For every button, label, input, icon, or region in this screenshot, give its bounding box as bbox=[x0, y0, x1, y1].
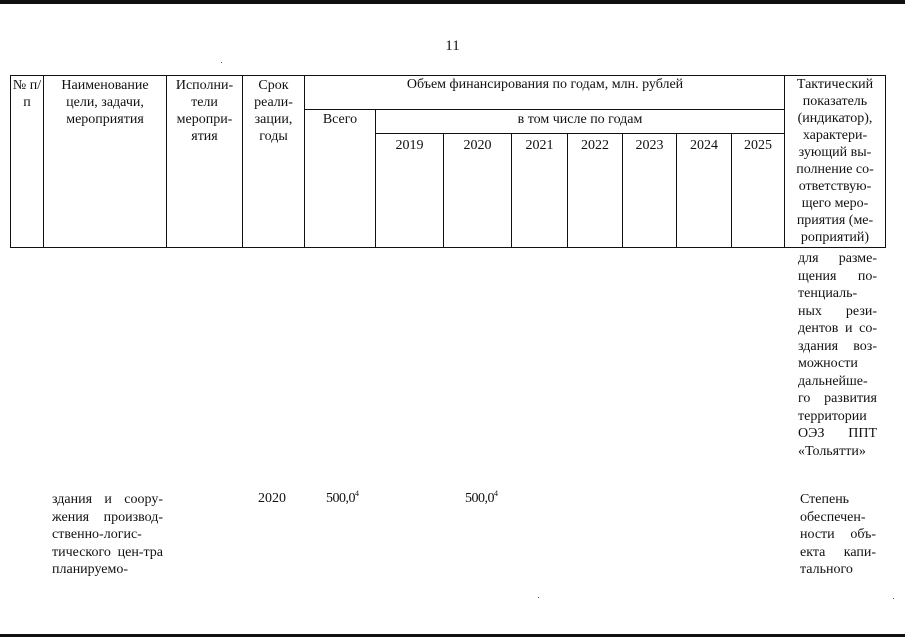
scan-speck bbox=[893, 598, 894, 599]
table-header bbox=[10, 75, 886, 248]
header-term: Срок реали-зации, годы bbox=[254, 78, 293, 144]
header-year-2025: 2025 bbox=[744, 138, 772, 153]
header-year-2020: 2020 bbox=[463, 138, 492, 153]
header-executors: Исполни-тели меропри-ятия bbox=[175, 78, 234, 144]
header-funding: Объем финансирования по годам, млн. рублей bbox=[406, 77, 684, 92]
header-year-2022: 2022 bbox=[581, 138, 609, 153]
header-indicator: Тактический показатель (индикатор), характери-зующий вы-полнение со-ответствую-щего меро-приятия (ме-роприятий) bbox=[796, 77, 874, 245]
header-year-2019: 2019 bbox=[395, 138, 424, 153]
header-year-2021: 2021 bbox=[525, 138, 554, 153]
header-year-2024: 2024 bbox=[690, 138, 718, 153]
row1-indicator-text: для разме-щения по-тенциаль-ных рези-дентов и со-здания воз-можности дальнейше-го развития территории ОЭЗ ППТ «Тольятти» bbox=[798, 251, 877, 459]
scan-speck bbox=[221, 62, 222, 63]
row2-year-2020: 500,0$^4$ bbox=[465, 489, 498, 506]
row2-indicator: Степень обеспечен-ности объ-екта капи-тального bbox=[800, 492, 876, 577]
header-by-years: в том числе по годам bbox=[517, 112, 643, 127]
row2-name: здания и соору-жения производ-ственно-логис-тического цен-тра планируемо- bbox=[52, 492, 163, 577]
row2-year-2020-footnote: 4 bbox=[494, 489, 498, 498]
row2-total-footnote: 4 bbox=[355, 489, 359, 498]
scan-speck bbox=[538, 597, 539, 598]
row2-total: 500,0$^4$ bbox=[326, 489, 359, 506]
header-name: Наименование цели, задачи, мероприятия bbox=[61, 78, 149, 127]
header-year-2023: 2023 bbox=[635, 138, 664, 153]
page-number: 11 bbox=[445, 38, 460, 54]
row2-term: 2020 bbox=[258, 491, 286, 506]
top-border-rule bbox=[0, 0, 905, 4]
bottom-border-rule bbox=[0, 634, 905, 637]
header-total: Всего bbox=[322, 112, 358, 127]
header-number: № п/п bbox=[12, 78, 42, 110]
